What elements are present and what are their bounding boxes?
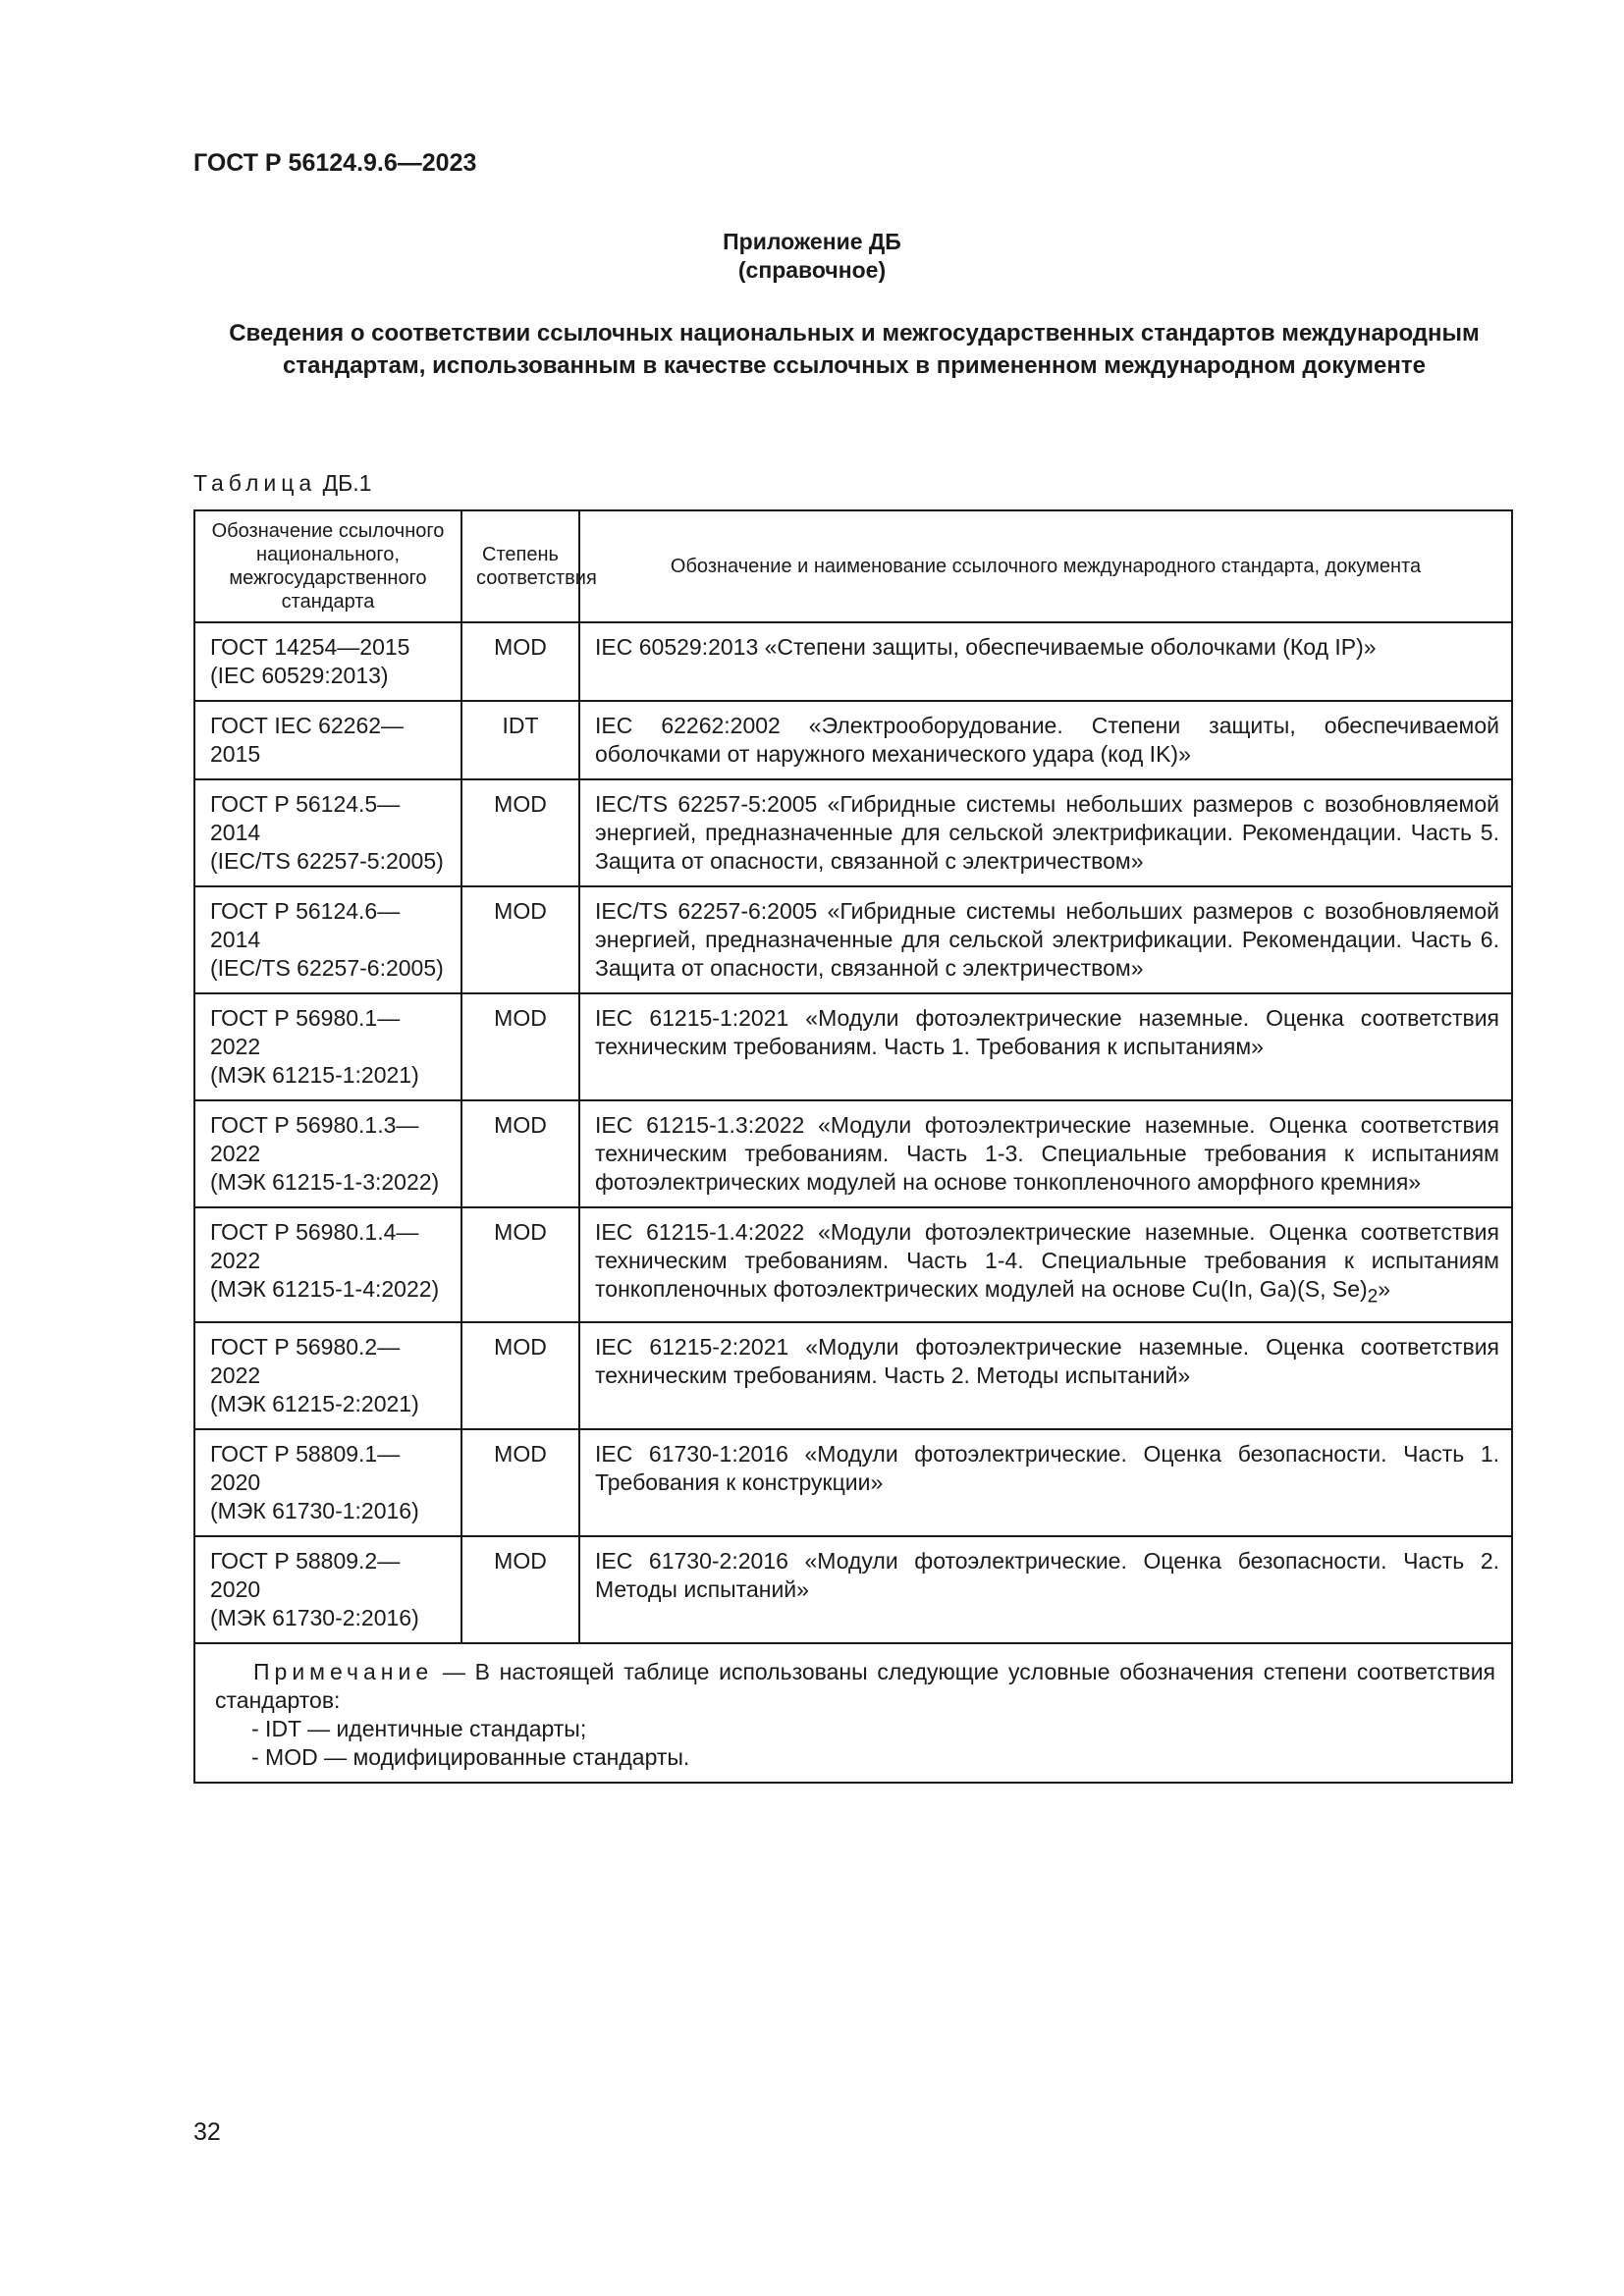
- international-cell: IEC/TS 62257-6:2005 «Гибридные системы небольших размеров с возобновляемой энергией, предназначенные для сельской электрификации. Рекомендации. Часть 6. Защита от опасности, связанной с электричеством»: [579, 886, 1512, 993]
- page-number: 32: [193, 2118, 221, 2146]
- header-national: Обозначение ссылочного национального, межгосударственного стандарта: [194, 510, 461, 622]
- national-cell: [194, 779, 461, 886]
- table-header-row: [194, 510, 1512, 622]
- degree-cell: MOD: [461, 1207, 579, 1322]
- international-cell: IEC 61215-1:2021 «Модули фотоэлектрические наземные. Оценка соответствия техническим требованиям. Часть 1. Требования к испытаниям»: [579, 993, 1512, 1100]
- national-code: ГОСТ Р 56980.2—2022: [210, 1333, 401, 1388]
- table-row: [194, 779, 1512, 886]
- annex-heading: [0, 228, 1624, 285]
- table-row: [194, 1100, 1512, 1207]
- national-ref: (МЭК 61730-2:2016): [210, 1604, 419, 1630]
- note-item-mod: - MOD — модифицированные стандарты.: [251, 1743, 690, 1770]
- header-degree: Степень соответствия: [461, 510, 579, 622]
- table-caption-label: Таблица: [193, 470, 317, 496]
- national-code: ГОСТ Р 58809.2—2020: [210, 1547, 401, 1602]
- degree-cell: MOD: [461, 993, 579, 1100]
- table-row: [194, 1207, 1512, 1322]
- national-code: ГОСТ Р 56980.1—2022: [210, 1005, 401, 1059]
- international-cell: IEC 61730-2:2016 «Модули фотоэлектрические. Оценка безопасности. Часть 2. Методы испытаний»: [579, 1536, 1512, 1643]
- table-row: [194, 993, 1512, 1100]
- note-intro: [215, 1658, 1495, 1715]
- national-code: ГОСТ IEC 62262—2015: [210, 713, 405, 767]
- degree-cell: IDT: [461, 701, 579, 779]
- table-note: [194, 1643, 1512, 1783]
- national-cell: [194, 1100, 461, 1207]
- national-cell: [194, 1207, 461, 1322]
- table-row: [194, 701, 1512, 779]
- degree-cell: MOD: [461, 1536, 579, 1643]
- table-caption: [193, 470, 371, 497]
- national-code: ГОСТ Р 56980.1.4—2022: [210, 1219, 419, 1273]
- degree-cell: MOD: [461, 1429, 579, 1536]
- international-text-tail: »: [1378, 1276, 1391, 1302]
- document-code-header: ГОСТ Р 56124.9.6—2023: [193, 149, 477, 177]
- annex-subtitle: (справочное): [737, 257, 887, 283]
- national-ref: (МЭК 61215-1-3:2022): [210, 1169, 440, 1195]
- national-cell: [194, 701, 461, 779]
- national-code: ГОСТ Р 56124.6—2014: [210, 898, 401, 952]
- national-ref: (МЭК 61730-1:2016): [210, 1497, 419, 1523]
- reference-standards-table: [193, 509, 1513, 1784]
- note-text: — В настоящей таблице использованы следующие условные обозначения степени соответствия стандартов:: [215, 1658, 1496, 1713]
- international-cell: [579, 1207, 1512, 1322]
- national-cell: [194, 886, 461, 993]
- national-cell: [194, 1536, 461, 1643]
- table-row: [194, 886, 1512, 993]
- section-title: Сведения о соответствии ссылочных национальных и межгосударственных стандартов международным стандартам, использованным в качестве ссылочных в примененном международном документе: [229, 320, 1480, 379]
- international-cell: IEC 61215-1.3:2022 «Модули фотоэлектрические наземные. Оценка соответствия техническим требованиям. Часть 1-3. Специальные требования к испытаниям фотоэлектрических модулей на основе тонкопленочного аморфного кремния»: [579, 1100, 1512, 1207]
- table-row: [194, 1536, 1512, 1643]
- national-ref: (IEC 60529:2013): [210, 663, 389, 688]
- degree-cell: MOD: [461, 779, 579, 886]
- degree-cell: MOD: [461, 1100, 579, 1207]
- international-text: IEC 61215-1.4:2022 «Модули фотоэлектрические наземные. Оценка соответствия техническим требованиям. Часть 1-4. Специальные требования к испытаниям тонкопленочных фотоэлектрических модулей на основе Cu(In, Ga)(S, Se): [595, 1219, 1499, 1302]
- national-code: ГОСТ Р 58809.1—2020: [210, 1440, 401, 1495]
- international-cell: IEC/TS 62257-5:2005 «Гибридные системы небольших размеров с возобновляемой энергией, предназначенные для сельской электрификации. Рекомендации. Часть 5. Защита от опасности, связанной с электричеством»: [579, 779, 1512, 886]
- international-cell: IEC 61215-2:2021 «Модули фотоэлектрические наземные. Оценка соответствия техническим требованиям. Часть 2. Методы испытаний»: [579, 1322, 1512, 1429]
- table-caption-number: ДБ.1: [322, 470, 372, 496]
- degree-cell: MOD: [461, 622, 579, 701]
- national-cell: [194, 622, 461, 701]
- national-code: ГОСТ Р 56980.1.3—2022: [210, 1112, 419, 1166]
- annex-title: Приложение ДБ: [723, 229, 901, 254]
- international-cell: IEC 61730-1:2016 «Модули фотоэлектрические. Оценка безопасности. Часть 1. Требования к конструкции»: [579, 1429, 1512, 1536]
- degree-cell: MOD: [461, 886, 579, 993]
- table-row: [194, 1429, 1512, 1536]
- note-item-idt: - IDT — идентичные стандарты;: [251, 1715, 587, 1741]
- subscript: 2: [1367, 1286, 1379, 1308]
- note-label: Примечание: [253, 1658, 434, 1684]
- table-note-row: [194, 1643, 1512, 1783]
- national-ref: (МЭК 61215-1-4:2022): [210, 1276, 440, 1302]
- international-cell: IEC 62262:2002 «Электрооборудование. Степени защиты, обеспечиваемой оболочками от наружного механического удара (код IK)»: [579, 701, 1512, 779]
- header-international: Обозначение и наименование ссылочного международного стандарта, документа: [579, 510, 1512, 622]
- national-cell: [194, 993, 461, 1100]
- national-cell: [194, 1429, 461, 1536]
- national-ref: (IEC/TS 62257-6:2005): [210, 955, 444, 981]
- national-ref: (IEC/TS 62257-5:2005): [210, 848, 444, 874]
- national-ref: (МЭК 61215-1:2021): [210, 1062, 419, 1088]
- national-cell: [194, 1322, 461, 1429]
- national-code: ГОСТ 14254—2015: [210, 634, 410, 660]
- international-cell: IEC 60529:2013 «Степени защиты, обеспечиваемые оболочками (Код IP)»: [579, 622, 1512, 701]
- table-row: [194, 622, 1512, 701]
- national-code: ГОСТ Р 56124.5—2014: [210, 791, 401, 845]
- table-row: [194, 1322, 1512, 1429]
- degree-cell: MOD: [461, 1322, 579, 1429]
- national-ref: (МЭК 61215-2:2021): [210, 1390, 419, 1416]
